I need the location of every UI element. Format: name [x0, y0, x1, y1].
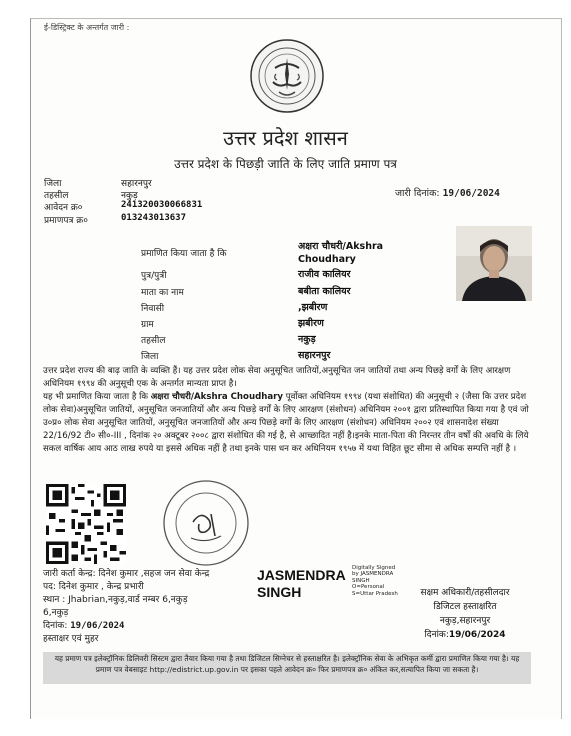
certificate-subtitle: उत्तर प्रदेश के पिछड़ी जाति के लिए जाति प्रमाण पत्र [174, 157, 397, 171]
issuer-date [43, 620, 209, 633]
up-state-emblem-icon [249, 38, 325, 114]
officer-date-label: दिनांक: [424, 630, 449, 640]
relation-value: राजीव कालियर [298, 269, 351, 280]
mother-value: बबीता कालियर [298, 286, 351, 297]
district-value: सहारनपुर [298, 350, 331, 361]
body-p2-rest: पूर्वोक्त अधिनियम १९९४ (यथा संशोधित) की अनुसूची २ (जैसा कि उत्तर प्रदेश लोक सेवा)अनुसूचित जातियों, अनुसूचित जनजातियों और अन्य पिछड़े वर्गों के लिए आरक्षण (संशोधन) अधिनियम २००१ द्वारा प्रतिस्थापित किया गया है एवं जो उ०प्र० लोक सेवा अनुसूचित जातियों, अनुसूचित जनजातियों और अन्य पिछड़े वर्गों के लिए आरक्षण (संशोधन) अधिनियम २००२ एवं शासनादेश संख्या 22/16/92 टी० सी०-III , दिनांक २० अक्टूबर २००८ द्वारा संशोधित की गई है, से आच्छादित नहीं है।इनके माता-पिता की निरन्तर तीन वर्षों की अवधि के लिये सकल वार्षिक आय आठ लाख रुपये या इससे अधिक नहीं है तथा इनके पास धन कर अधिनियम १९५७ में यथा विहित छूट सीमा से अधिक सम्पत्ति नहीं है । [43, 392, 529, 454]
issued-under-note: ई-डिस्ट्रिक्ट के अन्तर्गत जारी : [44, 23, 130, 32]
relation-label: पुत्र/पुत्री [141, 271, 167, 281]
qr-code [46, 484, 126, 564]
holder-name: अक्षरा चौधरी/Akshra Choudhary [298, 241, 384, 265]
meta-district-label: जिला [44, 179, 62, 189]
issue-date-label: जारी दिनांक: [395, 188, 440, 199]
officer-date-value: 19/06/2024 [448, 630, 506, 640]
page-title: उत्तर प्रदेश शासन [223, 126, 348, 150]
village-label: ग्राम [141, 320, 154, 330]
meta-certificate-label: प्रमाणपत्र क्र० [44, 216, 88, 226]
certificate-body [43, 365, 535, 456]
meta-application-label: आवेदन क्र० [44, 203, 83, 213]
officer-date [395, 628, 535, 642]
mother-label: माता का नाम [141, 288, 184, 298]
body-p2-name: अक्षरा चौधरी/Akshra Choudhary [150, 392, 283, 402]
officer-digital-sign: डिजिटल हस्ताक्षरित [433, 602, 497, 612]
meta-tehsil-value: नकुड़ [121, 191, 138, 201]
issuer-signature-label: हस्ताक्षर एवं मुहर [43, 634, 99, 644]
issuer-date-value: 19/06/2024 [70, 621, 125, 631]
applicant-photo [456, 226, 532, 301]
verification-footer: यह प्रमाण पत्र इलेक्ट्रॉनिक डिलिवरी सिस्टम द्वारा तैयार किया गया है तथा डिजिटल सिग्नेचर से हस्ताक्षरित है। इलेक्ट्रॉनिक सेवा के अभिकृत कर्मी द्वारा प्रमाणित किया गया है। यह प्रमाण पत्र वेबसाइट http://edistrict.up.gov.in पर इसका पहले आवेदन क्र० फिर प्रमाणपत्र क्र० अंकित कर,सत्यापित किया जा सकता है। [43, 652, 531, 684]
digital-signer-name: JASMENDRA SINGH [257, 567, 346, 600]
issuer-details [43, 568, 209, 646]
resident-value: ,झबीरण [298, 302, 328, 313]
resident-label: निवासी [141, 304, 165, 314]
village-value: झबीरण [298, 318, 324, 329]
issuer-place: स्थान : Jhabrian,नकुड़,वार्ड नम्बर 6,नकुड़ [43, 595, 188, 605]
tehsil-value: नकुड़ [298, 334, 316, 345]
issuer-date-label: दिनांक: [43, 621, 68, 631]
body-p2-start: यह भी प्रमाणित किया जाता है कि [43, 392, 151, 402]
officer-title: सक्षम अधिकारी/तहसीलदार [420, 588, 510, 598]
digital-signature-note: Digitally Signed by JASMENDRA SINGH O=Personal S=Uttar Pradesh [352, 565, 398, 597]
certified-label: प्रमाणित किया जाता है कि [141, 249, 227, 259]
issuer-place-cont: 6,नकुड़ [43, 608, 69, 618]
competent-officer [395, 586, 535, 642]
issuer-center: जारी कर्ता केन्द्र: दिनेश कुमार ,सहज जन सेवा केन्द्र [43, 569, 210, 579]
meta-district-value: सहारनपुर [121, 179, 152, 189]
issue-date-value: 19/06/2024 [442, 188, 500, 199]
body-paragraph-2 [43, 391, 535, 456]
issue-date [395, 186, 500, 199]
issuer-post: पद: दिनेश कुमार , केन्द्र प्रभारी [43, 582, 144, 592]
tehsil-label: तहसील [141, 336, 166, 346]
meta-application-value: 241320030066831 [121, 200, 203, 210]
district-label: जिला [141, 352, 159, 362]
meta-tehsil-label: तहसील [44, 191, 69, 201]
meta-certificate-value: 013243013637 [121, 213, 187, 223]
official-seal-stamp [161, 478, 251, 568]
body-paragraph-1: उत्तर प्रदेश राज्य की बाढ़ जाति के व्यक्ति हैं। यह उत्तर प्रदेश लोक सेवा अनुसूचित जातियों,अनुसूचित जन जातियों तथा अन्य पिछड़े वर्गों के लिए आरक्षण अधिनियम १९९४ की अनुसूची एक के अन्तर्गत मान्यता प्राप्त है। [43, 366, 511, 389]
officer-place: नकुड़,सहारनपुर [439, 616, 491, 626]
